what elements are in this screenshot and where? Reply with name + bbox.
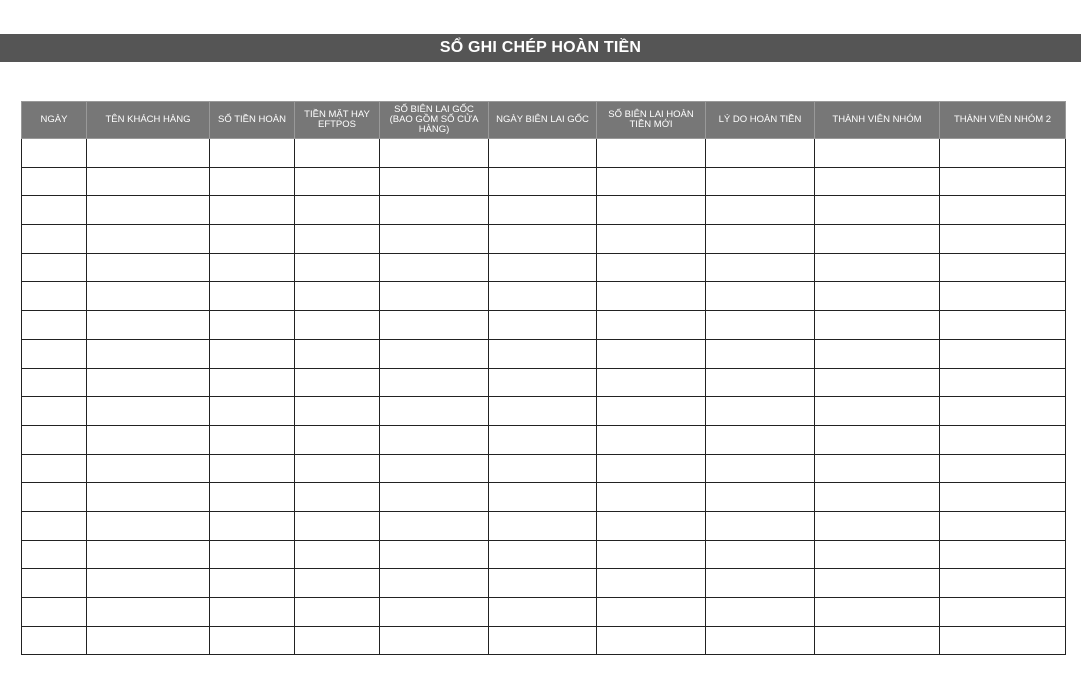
table-cell[interactable] [489, 598, 597, 627]
table-cell[interactable] [380, 311, 489, 340]
table-cell[interactable] [87, 511, 210, 540]
table-cell[interactable] [706, 454, 815, 483]
table-cell[interactable] [210, 598, 295, 627]
table-row [22, 626, 1066, 655]
table-cell[interactable] [295, 511, 380, 540]
table-cell[interactable] [22, 569, 87, 598]
table-cell[interactable] [940, 483, 1066, 512]
table-cell[interactable] [210, 397, 295, 426]
table-cell[interactable] [87, 225, 210, 254]
table-cell[interactable] [597, 569, 706, 598]
table-cell[interactable] [489, 167, 597, 196]
table-cell[interactable] [295, 139, 380, 168]
table-cell[interactable] [295, 339, 380, 368]
table-cell[interactable] [210, 454, 295, 483]
column-header-date: NGÀY [22, 102, 87, 139]
table-cell[interactable] [940, 569, 1066, 598]
table-cell[interactable] [87, 598, 210, 627]
table-cell[interactable] [87, 368, 210, 397]
table-cell[interactable] [706, 311, 815, 340]
table-cell[interactable] [22, 339, 87, 368]
table-cell[interactable] [489, 397, 597, 426]
table-cell[interactable] [940, 282, 1066, 311]
table-cell[interactable] [940, 397, 1066, 426]
table-row [22, 225, 1066, 254]
column-header-team-member-2: THÀNH VIÊN NHÓM 2 [940, 102, 1066, 139]
table-cell[interactable] [295, 569, 380, 598]
table-cell[interactable] [295, 253, 380, 282]
table-cell[interactable] [940, 368, 1066, 397]
table-row [22, 339, 1066, 368]
table-cell[interactable] [295, 540, 380, 569]
table-row [22, 311, 1066, 340]
table-cell[interactable] [597, 139, 706, 168]
table-cell[interactable] [815, 454, 940, 483]
table-row [22, 167, 1066, 196]
table-body [22, 139, 1066, 655]
table-cell[interactable] [22, 253, 87, 282]
table-cell[interactable] [22, 598, 87, 627]
table-cell[interactable] [940, 311, 1066, 340]
table-cell[interactable] [210, 225, 295, 254]
table-cell[interactable] [295, 311, 380, 340]
table-cell[interactable] [87, 397, 210, 426]
column-header-original-receipt-number: SỐ BIÊN LAI GỐC (BAO GỒM SỐ CỬA HÀNG) [380, 102, 489, 139]
table-cell[interactable] [706, 225, 815, 254]
table-cell[interactable] [295, 225, 380, 254]
table-cell[interactable] [295, 282, 380, 311]
column-header-refund-reason: LÝ DO HOÀN TIỀN [706, 102, 815, 139]
table-cell[interactable] [295, 598, 380, 627]
table-cell[interactable] [87, 626, 210, 655]
table-cell[interactable] [22, 511, 87, 540]
table-cell[interactable] [380, 167, 489, 196]
table-row [22, 368, 1066, 397]
table-cell[interactable] [597, 225, 706, 254]
table-cell[interactable] [815, 311, 940, 340]
table-row [22, 282, 1066, 311]
table-cell[interactable] [706, 368, 815, 397]
table-cell[interactable] [489, 311, 597, 340]
table-cell[interactable] [489, 225, 597, 254]
table-cell[interactable] [87, 311, 210, 340]
table-cell[interactable] [597, 626, 706, 655]
table-cell[interactable] [489, 483, 597, 512]
table-cell[interactable] [22, 282, 87, 311]
table-cell[interactable] [706, 569, 815, 598]
table-cell[interactable] [22, 454, 87, 483]
table-cell[interactable] [380, 454, 489, 483]
table-cell[interactable] [210, 339, 295, 368]
table-cell[interactable] [87, 540, 210, 569]
table-cell[interactable] [940, 196, 1066, 225]
table-cell[interactable] [940, 454, 1066, 483]
table-cell[interactable] [815, 196, 940, 225]
table-cell[interactable] [22, 225, 87, 254]
table-cell[interactable] [87, 282, 210, 311]
table-row [22, 569, 1066, 598]
table-cell[interactable] [87, 196, 210, 225]
table-cell[interactable] [940, 339, 1066, 368]
table-cell[interactable] [597, 253, 706, 282]
table-cell[interactable] [87, 167, 210, 196]
table-cell[interactable] [380, 339, 489, 368]
table-cell[interactable] [815, 368, 940, 397]
table-cell[interactable] [22, 425, 87, 454]
table-cell[interactable] [22, 397, 87, 426]
table-cell[interactable] [22, 139, 87, 168]
column-header-cash-or-eftpos: TIỀN MẶT HAY EFTPOS [295, 102, 380, 139]
table-cell[interactable] [489, 196, 597, 225]
table-cell[interactable] [706, 167, 815, 196]
table-cell[interactable] [706, 282, 815, 311]
table-cell[interactable] [706, 626, 815, 655]
table-cell[interactable] [940, 598, 1066, 627]
table-cell[interactable] [295, 425, 380, 454]
table-cell[interactable] [940, 139, 1066, 168]
column-header-refund-amount: SỐ TIỀN HOÀN [210, 102, 295, 139]
table-cell[interactable] [210, 139, 295, 168]
table-row [22, 425, 1066, 454]
table-header-row [22, 102, 1066, 139]
table-cell[interactable] [597, 368, 706, 397]
table-cell[interactable] [815, 397, 940, 426]
table-cell[interactable] [706, 397, 815, 426]
table-cell[interactable] [940, 253, 1066, 282]
table-cell[interactable] [210, 511, 295, 540]
table-cell[interactable] [380, 425, 489, 454]
table-cell[interactable] [706, 139, 815, 168]
table-cell[interactable] [380, 511, 489, 540]
table-cell[interactable] [489, 339, 597, 368]
table-cell[interactable] [489, 454, 597, 483]
table-cell[interactable] [295, 196, 380, 225]
table-row [22, 253, 1066, 282]
table-cell[interactable] [489, 511, 597, 540]
table-cell[interactable] [815, 167, 940, 196]
table-cell[interactable] [210, 282, 295, 311]
table-cell[interactable] [940, 540, 1066, 569]
table-cell[interactable] [22, 540, 87, 569]
column-header-original-receipt-date: NGÀY BIÊN LAI GỐC [489, 102, 597, 139]
table-cell[interactable] [22, 196, 87, 225]
table-cell[interactable] [489, 540, 597, 569]
table-cell[interactable] [815, 253, 940, 282]
table-cell[interactable] [940, 425, 1066, 454]
table-cell[interactable] [597, 167, 706, 196]
table-cell[interactable] [597, 483, 706, 512]
table-cell[interactable] [87, 139, 210, 168]
table-cell[interactable] [597, 397, 706, 426]
table-row [22, 397, 1066, 426]
table-row [22, 540, 1066, 569]
table-cell[interactable] [295, 626, 380, 655]
refund-log-table [21, 101, 1066, 655]
table-cell[interactable] [380, 282, 489, 311]
table-cell[interactable] [815, 339, 940, 368]
table-row [22, 454, 1066, 483]
table-cell[interactable] [22, 626, 87, 655]
table-cell[interactable] [597, 511, 706, 540]
table-cell[interactable] [815, 483, 940, 512]
table-cell[interactable] [706, 511, 815, 540]
table-cell[interactable] [597, 454, 706, 483]
table-cell[interactable] [706, 483, 815, 512]
table-cell[interactable] [597, 196, 706, 225]
table-cell[interactable] [210, 626, 295, 655]
table-cell[interactable] [489, 569, 597, 598]
table-cell[interactable] [210, 311, 295, 340]
table-cell[interactable] [815, 425, 940, 454]
table-row [22, 598, 1066, 627]
table-cell[interactable] [87, 339, 210, 368]
column-header-customer-name: TÊN KHÁCH HÀNG [87, 102, 210, 139]
table-cell[interactable] [489, 139, 597, 168]
table-cell[interactable] [210, 368, 295, 397]
table-cell[interactable] [597, 339, 706, 368]
table-cell[interactable] [87, 454, 210, 483]
table-row [22, 483, 1066, 512]
table-cell[interactable] [489, 626, 597, 655]
table-cell[interactable] [815, 626, 940, 655]
table-cell[interactable] [489, 253, 597, 282]
table-cell[interactable] [597, 540, 706, 569]
table-cell[interactable] [87, 569, 210, 598]
table-row [22, 511, 1066, 540]
table-cell[interactable] [380, 196, 489, 225]
table-cell[interactable] [815, 511, 940, 540]
table-cell[interactable] [706, 196, 815, 225]
table-cell[interactable] [295, 167, 380, 196]
table-cell[interactable] [380, 225, 489, 254]
table-cell[interactable] [210, 569, 295, 598]
table-cell[interactable] [380, 139, 489, 168]
table-cell[interactable] [489, 282, 597, 311]
table-cell[interactable] [706, 598, 815, 627]
table-cell[interactable] [210, 425, 295, 454]
table-cell[interactable] [489, 368, 597, 397]
table-cell[interactable] [940, 167, 1066, 196]
table-cell[interactable] [940, 225, 1066, 254]
table-cell[interactable] [22, 311, 87, 340]
table-cell[interactable] [22, 167, 87, 196]
table-cell[interactable] [815, 598, 940, 627]
table-cell[interactable] [706, 339, 815, 368]
table-cell[interactable] [380, 540, 489, 569]
table-cell[interactable] [295, 368, 380, 397]
table-cell[interactable] [940, 626, 1066, 655]
table-cell[interactable] [210, 540, 295, 569]
table-cell[interactable] [940, 511, 1066, 540]
table-cell[interactable] [597, 311, 706, 340]
table-cell[interactable] [706, 425, 815, 454]
table-cell[interactable] [706, 253, 815, 282]
table-cell[interactable] [380, 626, 489, 655]
column-header-team-member: THÀNH VIÊN NHÓM [815, 102, 940, 139]
table-cell[interactable] [295, 397, 380, 426]
table-cell[interactable] [815, 282, 940, 311]
table-cell[interactable] [380, 397, 489, 426]
table-cell[interactable] [706, 540, 815, 569]
table-cell[interactable] [380, 598, 489, 627]
table-cell[interactable] [87, 483, 210, 512]
table-cell[interactable] [815, 225, 940, 254]
table-cell[interactable] [87, 253, 210, 282]
table-cell[interactable] [22, 483, 87, 512]
table-cell[interactable] [597, 598, 706, 627]
table-cell[interactable] [295, 483, 380, 512]
table-cell[interactable] [210, 196, 295, 225]
table-cell[interactable] [380, 253, 489, 282]
table-cell[interactable] [815, 540, 940, 569]
table-row [22, 139, 1066, 168]
table-cell[interactable] [815, 569, 940, 598]
table-cell[interactable] [489, 425, 597, 454]
column-header-new-refund-receipt-number: SỐ BIÊN LAI HOÀN TIỀN MỚI [597, 102, 706, 139]
table-cell[interactable] [815, 139, 940, 168]
table-cell[interactable] [87, 425, 210, 454]
table-cell[interactable] [380, 368, 489, 397]
table-cell[interactable] [210, 253, 295, 282]
table-cell[interactable] [210, 167, 295, 196]
table-cell[interactable] [295, 454, 380, 483]
table-cell[interactable] [380, 483, 489, 512]
page-title: SỔ GHI CHÉP HOÀN TIỀN [0, 34, 1081, 62]
table-row [22, 196, 1066, 225]
table-cell[interactable] [380, 569, 489, 598]
table-cell[interactable] [597, 282, 706, 311]
table-cell[interactable] [210, 483, 295, 512]
table-cell[interactable] [22, 368, 87, 397]
table-cell[interactable] [597, 425, 706, 454]
